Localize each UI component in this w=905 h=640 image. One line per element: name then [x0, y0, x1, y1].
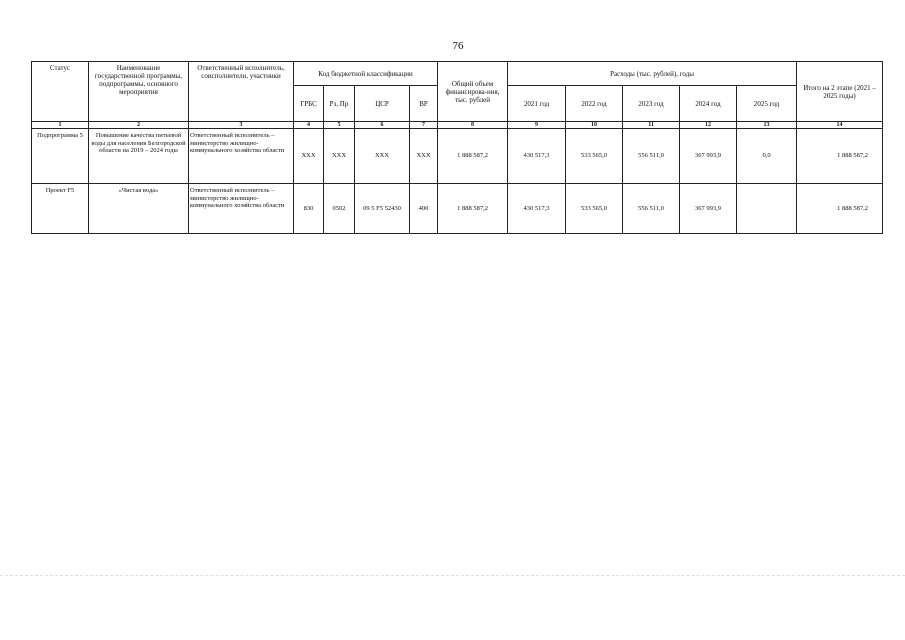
page-number: 76: [452, 40, 464, 52]
column-number: 10: [566, 122, 623, 129]
row-2023: 556 511,0: [623, 129, 680, 184]
budget-table: [31, 61, 883, 234]
header-year-2024: 2024 год: [680, 86, 737, 122]
scan-artifact-line: [0, 575, 905, 586]
row-2021: 430 517,3: [508, 129, 566, 184]
header-responsible: Ответственный исполнитель, соисполнители, участники: [189, 62, 294, 122]
header-grbs: ГРБС: [294, 86, 324, 122]
column-number: 14: [797, 122, 883, 129]
row-status: Проект F5: [32, 184, 89, 234]
column-number: 4: [294, 122, 324, 129]
header-year-2022: 2022 год: [566, 86, 623, 122]
row-responsible: Ответственный исполнитель – министерство жилищно-коммунального хозяйства области: [189, 184, 294, 234]
column-number: 5: [324, 122, 355, 129]
row-2024: 367 993,9: [680, 184, 737, 234]
row-2023: 556 511,0: [623, 184, 680, 234]
row-vr: 400: [410, 184, 438, 234]
row-name: Повышение качества питьевой воды для населения Белгородской области на 2019 – 2024 годы: [89, 129, 189, 184]
header-rz-pr: Рз, Пр: [324, 86, 355, 122]
header-budget-code: Код бюджетной классификации: [294, 62, 438, 86]
column-number: 2: [89, 122, 189, 129]
column-number: 8: [438, 122, 508, 129]
row-csr: 09 5 F5 52430: [355, 184, 410, 234]
header-csr: ЦСР: [355, 86, 410, 122]
row-status: Подпрограмма 5: [32, 129, 89, 184]
row-total-financing: 1 888 587,2: [438, 129, 508, 184]
column-number: 7: [410, 122, 438, 129]
row-grbs: XXX: [294, 129, 324, 184]
header-stage-total: Итого на 2 этапе (2021 – 2025 годы): [797, 62, 883, 122]
column-number-row: [32, 122, 883, 129]
row-2022: 533 565,0: [566, 129, 623, 184]
column-number: 9: [508, 122, 566, 129]
row-2025: 0,0: [737, 129, 797, 184]
row-stage-total: 1 888 587,2: [797, 184, 883, 234]
row-vr: XXX: [410, 129, 438, 184]
row-total-financing: 1 888 587,2: [438, 184, 508, 234]
header-year-2023: 2023 год: [623, 86, 680, 122]
header-year-2021: 2021 год: [508, 86, 566, 122]
header-name: Наименование государственной программы, подпрограммы, основного мероприятия: [89, 62, 189, 122]
row-csr: XXX: [355, 129, 410, 184]
header-total-financing: Общий объем финансирова-ния, тыс. рублей: [438, 62, 508, 122]
column-number: 11: [623, 122, 680, 129]
row-responsible: Ответственный исполнитель – министерство жилищно-коммунального хозяйства области: [189, 129, 294, 184]
row-rz-pr: 0502: [324, 184, 355, 234]
table-header: [32, 62, 883, 122]
row-name: «Чистая вода»: [89, 184, 189, 234]
row-rz-pr: XXX: [324, 129, 355, 184]
row-2022: 533 565,0: [566, 184, 623, 234]
table-row: [32, 184, 883, 234]
column-number: 6: [355, 122, 410, 129]
column-number: 12: [680, 122, 737, 129]
header-vr: ВР: [410, 86, 438, 122]
row-2024: 367 993,9: [680, 129, 737, 184]
row-2025: [737, 184, 797, 234]
column-number: 1: [32, 122, 89, 129]
header-expenses: Расходы (тыс. рублей), годы: [508, 62, 797, 86]
column-number: 13: [737, 122, 797, 129]
row-2021: 430 517,3: [508, 184, 566, 234]
table-row: [32, 129, 883, 184]
row-grbs: 830: [294, 184, 324, 234]
header-status: Статус: [32, 62, 89, 122]
header-year-2025: 2025 год: [737, 86, 797, 122]
row-stage-total: 1 888 587,2: [797, 129, 883, 184]
column-number: 3: [189, 122, 294, 129]
